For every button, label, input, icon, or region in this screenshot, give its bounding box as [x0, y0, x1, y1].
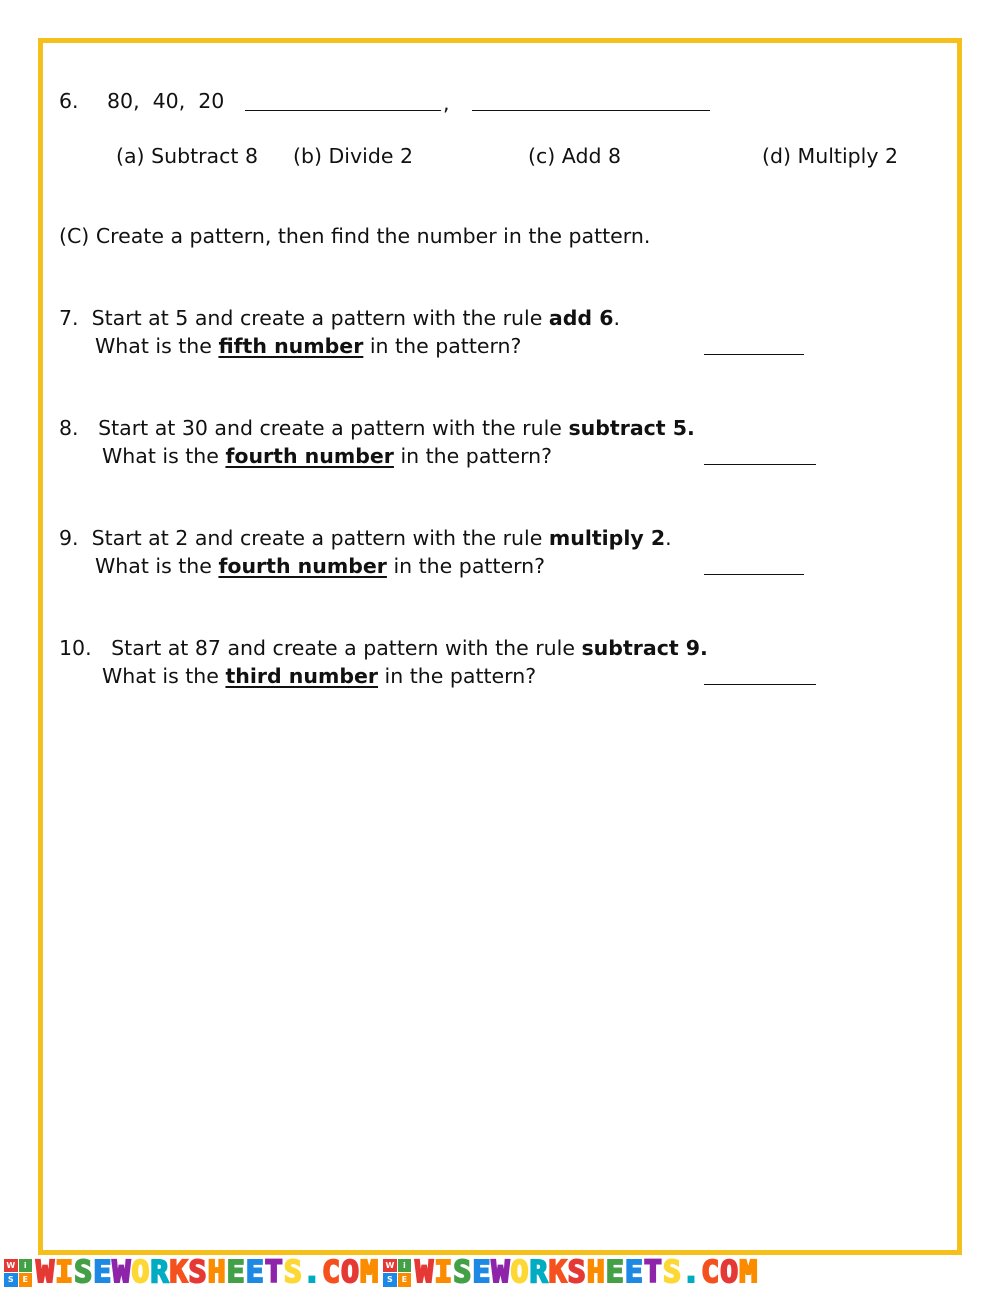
brand-letter: T [643, 1255, 663, 1290]
brand-letter: W [491, 1255, 511, 1290]
footer-watermark [0, 1254, 1000, 1291]
brand-letter: S [283, 1255, 303, 1290]
q7-answer-blank[interactable] [704, 354, 804, 355]
q6-sequence: 80, 40, 20 [107, 89, 225, 113]
brand-letter: R [150, 1255, 170, 1290]
brand-letter: W [112, 1255, 132, 1290]
brand-letter: E [472, 1255, 492, 1290]
q6-option-d[interactable]: (d) Multiply 2 [762, 144, 899, 168]
brand-letter: M [360, 1255, 380, 1290]
q10-answer-blank[interactable] [704, 684, 816, 685]
brand-letter: I [55, 1255, 75, 1290]
q10-line-1: 10. Start at 87 and create a pattern with the rule subtract 9. [59, 636, 708, 660]
q8-line-1: 8. Start at 30 and create a pattern with the rule subtract 5. [59, 416, 695, 440]
brand-letter: S [662, 1255, 682, 1290]
brand-letter: S [567, 1255, 587, 1290]
q7-line-1: 7. Start at 5 and create a pattern with the rule add 6. [59, 306, 620, 330]
q9-answer-blank[interactable] [704, 574, 804, 575]
watermark-logo-1 [0, 1254, 379, 1291]
brand-letter: M [739, 1255, 759, 1290]
q9-line-2: What is the fourth number in the pattern? [95, 554, 546, 578]
brand-text [415, 1254, 758, 1291]
brand-letter: O [131, 1255, 151, 1290]
brand-letter: . [682, 1255, 702, 1290]
q8-answer-blank[interactable] [704, 464, 816, 465]
q6-answer-blank-1[interactable] [245, 110, 441, 111]
brand-letter: O [720, 1255, 740, 1290]
cube-letter: i [398, 1259, 412, 1273]
brand-text [36, 1254, 379, 1291]
q8-line-2: What is the fourth number in the pattern? [102, 444, 553, 468]
brand-letter: R [529, 1255, 549, 1290]
brand-letter: E [605, 1255, 625, 1290]
q6-option-c[interactable]: (c) Add 8 [528, 144, 622, 168]
q9-line-1: 9. Start at 2 and create a pattern with the rule multiply 2. [59, 526, 672, 550]
brand-letter: O [341, 1255, 361, 1290]
q6-number: 6. [59, 89, 79, 113]
q7-line-2: What is the fifth number in the pattern? [95, 334, 522, 358]
cube-letter: W [4, 1259, 18, 1273]
brand-letter: S [188, 1255, 208, 1290]
brand-letter: W [415, 1255, 435, 1290]
brand-letter: K [548, 1255, 568, 1290]
section-c-heading: (C) Create a pattern, then find the number in the pattern. [59, 224, 651, 248]
cube-letter: W [383, 1259, 397, 1273]
cube-letter: S [383, 1273, 397, 1287]
brand-letter: S [453, 1255, 473, 1290]
cube-letter: S [4, 1273, 18, 1287]
brand-letter: C [321, 1255, 341, 1290]
brand-letter: T [264, 1255, 284, 1290]
brand-letter: H [207, 1255, 227, 1290]
logo-cube-icon [383, 1259, 411, 1287]
q10-line-2: What is the third number in the pattern? [102, 664, 537, 688]
q6-option-b[interactable]: (b) Divide 2 [293, 144, 414, 168]
brand-letter: E [226, 1255, 246, 1290]
brand-letter: . [302, 1255, 322, 1290]
cube-letter: E [398, 1273, 412, 1287]
brand-letter: W [36, 1255, 56, 1290]
brand-letter: S [74, 1255, 94, 1290]
brand-letter: E [624, 1255, 644, 1290]
cube-letter: E [19, 1273, 33, 1287]
brand-letter: H [586, 1255, 606, 1290]
brand-letter: E [93, 1255, 113, 1290]
q6-answer-blank-2[interactable] [472, 110, 710, 111]
brand-letter: K [169, 1255, 189, 1290]
watermark-logo-2 [379, 1254, 758, 1291]
cube-letter: i [19, 1259, 33, 1273]
brand-letter: O [510, 1255, 530, 1290]
brand-letter: E [245, 1255, 265, 1290]
logo-cube-icon [4, 1259, 32, 1287]
brand-letter: I [434, 1255, 454, 1290]
q6-option-a[interactable]: (a) Subtract 8 [116, 144, 258, 168]
q6-comma: , [443, 91, 450, 115]
brand-letter: C [701, 1255, 721, 1290]
